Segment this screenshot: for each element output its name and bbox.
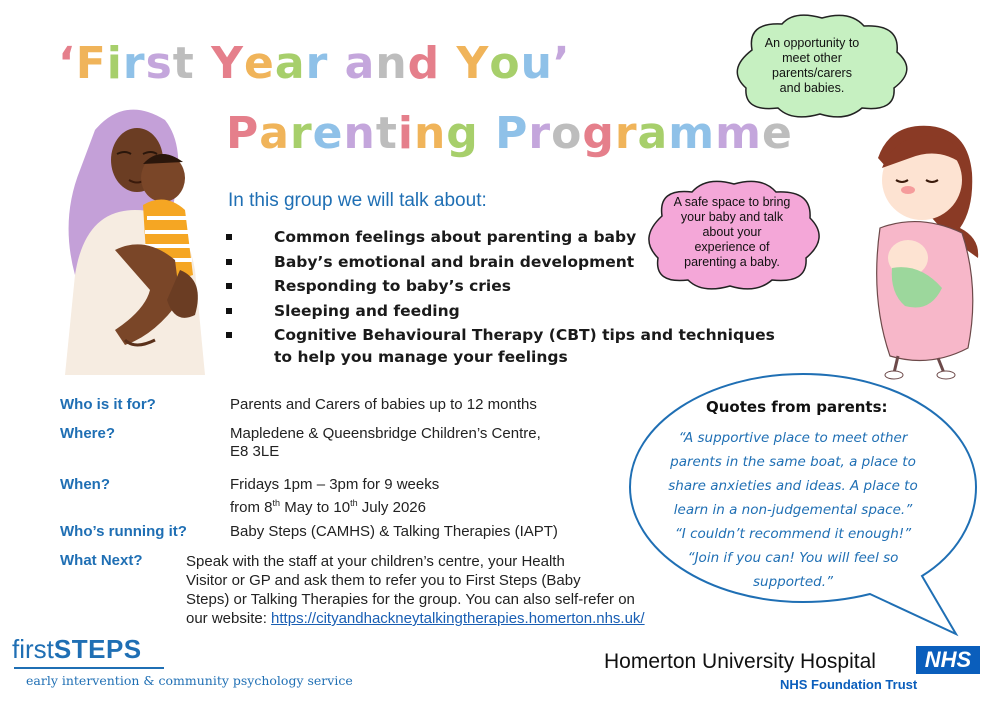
next-value	[186, 552, 645, 628]
title-letter: r	[528, 108, 552, 159]
title-letter: Y	[211, 38, 245, 89]
mother-holding-baby-illustration	[55, 100, 215, 380]
title-letter: e	[312, 108, 344, 159]
when-mid: May to 10	[280, 499, 351, 516]
title-letter: Y	[456, 38, 490, 89]
title-letter: r	[289, 108, 313, 159]
when-sup: th	[350, 498, 358, 508]
list-item: Common feelings about parenting a baby	[224, 225, 775, 250]
title-letter: r	[122, 38, 146, 89]
title-letter: a	[259, 108, 290, 159]
title-letter: i	[397, 108, 414, 159]
where-line: Mapledene & Queensbridge Children’s Centre,	[230, 425, 541, 442]
where-line: E8 3LE	[230, 443, 280, 460]
title-letter: d	[407, 38, 441, 89]
list-item: Responding to baby’s cries	[224, 274, 775, 299]
cloud-line: An opportunity to	[764, 36, 860, 50]
intro-heading: In this group we will talk about:	[228, 190, 487, 211]
title-letter: s	[145, 38, 173, 89]
title-letter: e	[244, 38, 275, 89]
title-letter: n	[413, 108, 447, 159]
title-letter	[328, 38, 344, 89]
when-line: Fridays 1pm – 3pm for 9 weeks	[230, 476, 440, 493]
cloud-line: parenting a baby.	[684, 255, 780, 269]
logo-first: first	[12, 634, 54, 664]
trust-name: NHS Foundation Trust	[780, 677, 918, 692]
title-letter: r	[614, 108, 638, 159]
quotes-title: Quotes from parents:	[706, 398, 888, 416]
quote-line: “Join if you can! You will feel so	[687, 550, 899, 566]
quote-line: parents in the same boat, a place to	[670, 454, 916, 470]
quote-line: “I couldn’t recommend it enough!”	[674, 526, 912, 542]
title-line-2	[226, 108, 793, 159]
title-letter: n	[343, 108, 376, 159]
title-letter: i	[106, 38, 123, 89]
cloud-line: your baby and talk	[680, 210, 784, 224]
quote-line: share anxieties and ideas. A place to	[668, 478, 918, 494]
title-letter: P	[226, 108, 260, 159]
logo-underline	[14, 667, 164, 669]
quotes-body	[648, 426, 938, 594]
list-item: Baby’s emotional and brain development	[224, 250, 775, 275]
where-value	[230, 425, 541, 461]
cloud-line: A safe space to bring	[673, 195, 791, 209]
first-steps-tagline: early intervention & community psychology service	[26, 673, 353, 688]
title-letter: n	[375, 38, 408, 89]
where-label: Where?	[60, 425, 116, 442]
hospital-name: Homerton University Hospital	[604, 650, 876, 673]
quote-line: supported.”	[753, 574, 833, 590]
list-item: Sleeping and feeding	[224, 299, 775, 324]
when-sup: th	[272, 498, 281, 508]
title-letter: F	[75, 38, 107, 89]
cloud-line: experience of	[694, 240, 770, 254]
next-line: Speak with the staff at your children’s centre, your Health	[186, 553, 565, 570]
who-label: Who is it for?	[60, 396, 156, 413]
title-letter: ’	[552, 38, 571, 89]
next-line: Visitor or GP and ask them to refer you to First Steps (Baby	[186, 572, 581, 589]
title-letter	[479, 108, 495, 159]
title-letter: a	[274, 38, 306, 89]
next-line: Steps) or Talking Therapies for the group. You can also self-refer on	[186, 591, 635, 608]
cloud-line: meet other	[782, 51, 842, 65]
title-letter: a	[344, 38, 376, 89]
title-letter: P	[495, 108, 529, 159]
first-steps-logo	[12, 634, 142, 665]
running-value: Baby Steps (CAMHS) & Talking Therapies (IAPT)	[230, 523, 558, 540]
title-letter: o	[489, 38, 521, 89]
quote-line: learn in a non-judgemental space.”	[673, 502, 913, 518]
list-item: Cognitive Behavioural Therapy (CBT) tips and techniques	[224, 323, 775, 348]
title-letter: t	[172, 38, 195, 89]
mother-feeding-baby-illustration	[850, 118, 989, 380]
title-letter	[440, 38, 456, 89]
title-letter: e	[761, 108, 793, 159]
who-value: Parents and Carers of babies up to 12 months	[230, 396, 537, 413]
green-cloud-text	[742, 36, 882, 96]
quote-line: “A supportive place to meet other	[678, 430, 908, 446]
when-from: from 8	[230, 499, 273, 516]
title-letter: a	[637, 108, 669, 159]
when-dates	[230, 494, 439, 517]
pink-cloud-text	[654, 195, 810, 270]
title-letter: m	[715, 108, 762, 159]
website-link[interactable]: https://cityandhackneytalkingtherapies.homerton.nhs.uk/	[271, 610, 645, 627]
when-end: July 2026	[357, 499, 426, 516]
when-label: When?	[60, 476, 110, 493]
title-letter: m	[668, 108, 716, 159]
next-line	[186, 609, 645, 628]
title-line-1	[58, 38, 571, 89]
title-letter	[195, 38, 211, 89]
title-letter: o	[551, 108, 583, 159]
topic-continuation: to help you manage your feelings	[274, 348, 568, 366]
title-letter: ‘	[58, 38, 76, 89]
cloud-line: and babies.	[779, 81, 845, 95]
title-letter: g	[446, 108, 479, 159]
nhs-logo: NHS	[916, 646, 980, 674]
next-prefix: our website:	[186, 610, 272, 627]
next-label: What Next?	[60, 552, 143, 569]
title-letter: g	[582, 108, 615, 159]
when-value	[230, 476, 439, 517]
cloud-line: parents/carers	[772, 66, 852, 80]
title-letter: u	[520, 38, 553, 89]
running-label: Who’s running it?	[60, 523, 187, 540]
cloud-line: about your	[702, 225, 762, 239]
title-letter: r	[305, 38, 329, 89]
logo-steps: STEPS	[53, 634, 142, 664]
title-letter: t	[375, 108, 398, 159]
